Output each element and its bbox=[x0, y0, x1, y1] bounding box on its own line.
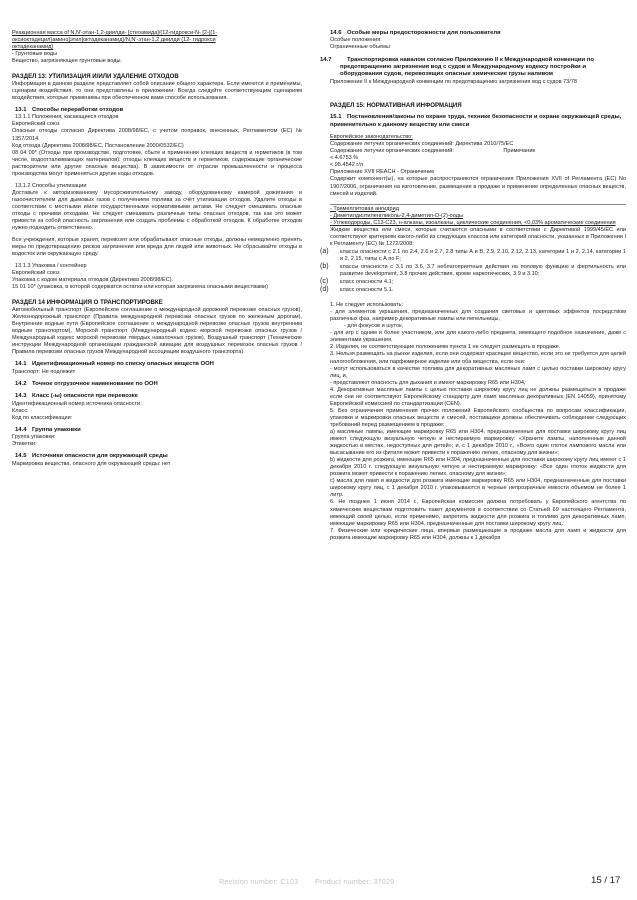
left-column bbox=[12, 30, 302, 468]
list-item: - Тримеллитовая ангидрид bbox=[330, 205, 399, 212]
text-reach-desc: Содержит компонент(ы), на которые распространяются ограничения Приложения XVII of Регламента (ЕС) No 1907/2006, ограничения на изготовление, размещение в продаже и применение определенных опасных веществ, смесей и изделий. bbox=[330, 176, 626, 197]
text-rules-title: 1. Не следует использовать: bbox=[330, 302, 404, 309]
text-14-1: Транспорт: Не подлежит bbox=[12, 368, 76, 375]
rule-line: c) масла для ламп и жидкости для розжига имеющие маркировку R65 или H304, предназначенные для поставки широкому кругу лиц, с 1 декабря 2010 г. упаковываются в черные непрозрачные емкости объемом не более 1 литр. bbox=[330, 478, 626, 499]
page-footer bbox=[0, 874, 637, 890]
subsection-14-5-title: 14.5 Источники опасности для окружающей среды bbox=[15, 453, 168, 460]
rule-line: 5. Без ограничения применения прочих положений Европейского сообщества по вопросам классификации, упаковки и маркировки опасных веществ и смесей, поставщики должны обеспечивать соблюдение следующих требований перед размещением в продаже: bbox=[330, 407, 626, 428]
list-item-c: (c) класс опасности 4.1; bbox=[320, 278, 394, 286]
subsection-14-7-title: 14.7 Транспортировка навалом согласно Приложению II к Международной конвенции по предотвращению загрязнения вод с судов и Международному кодексу постройки и оборудования судов, перевозящих опасные химические грузы наливом bbox=[320, 56, 594, 78]
text-classification-code: Код по классификации: bbox=[12, 414, 73, 421]
text-voc-percent: < 4.6753 % bbox=[330, 155, 359, 162]
text-reach-annex: Приложение XVII REACH - Ограничение bbox=[330, 169, 435, 176]
text-voc-2: Содержание летучих органических соединений: Примечание bbox=[330, 148, 536, 155]
page-number: 15 / 17 bbox=[591, 875, 621, 886]
list-item-d: (d) класс опасности 5.1. bbox=[320, 286, 394, 294]
list-item: - Диметилдиэтиленгликоль-2,4-диметил-О-(2)-ооды bbox=[330, 212, 463, 219]
rule-line: 3. Нельзя размещать на рынке изделия, если они содержат красящее вещество, если это не требуется для целей налогообложения, или парфюмерное изделие или оба вещества, если они: bbox=[330, 351, 626, 365]
text-waste-code: Код отхода (Директива 2008/98/ЕС, Постановление 2000/0532/ЕС) bbox=[12, 142, 184, 149]
text-waste-code-desc: 08 04 09* (Отходы при производстве, подготовке, сбыте и применении клеящих веществ и герметиков (в том числе, водоотталкивающих материалов): отходы клеящих веществ и герметиков, содержащие органические растворители или другие опасные вещества). В зависимости от отрасли промышленности и процесса производства могут применяться другие коды отходов. bbox=[12, 149, 302, 177]
text-limited-quantities: Ограниченные объемы bbox=[330, 44, 390, 51]
text-hazardous-waste: Опасные отходы согласно Директива 2008/98/ЕС, с учетом поправок, внесенных, Регламентом (ЕС) № 1357/2014 bbox=[12, 128, 302, 142]
groundwater-desc: Вещество, загрязняющее грунтовые воды. bbox=[12, 58, 123, 65]
revision-number: Revision number: C103 bbox=[219, 877, 299, 886]
rule-line: - могут использоваться в качестве топлива для декоративных масляных ламп с целью поставки широкому кругу лиц, и, bbox=[330, 365, 626, 379]
subsection-14-2-title: 14.2 Точное отгрузочное наименование по ООН bbox=[15, 380, 158, 387]
section-15-title: РАЗДЕЛ 15: НОРМАТИВНАЯ ИНФОРМАЦИЯ bbox=[330, 101, 462, 109]
text-marpol: Приложение II к Международной конвенции по предотвращению загрязнения вод с судов 73/78 bbox=[330, 78, 577, 85]
substance-name-line: Реакционная масса of N,N'-этан-1,2-диилди- [стеоамида]/(12-гидрокси-N- [2-[(1- bbox=[12, 30, 218, 36]
text-eu-2: Европейский союз bbox=[12, 270, 60, 277]
substance-name-line: оксиоктадецил)амино]этил]октадеканамид)/N,N'-этан-1,2 диилди (12- гидрокси bbox=[12, 37, 216, 44]
rule-line: - для элементов украшения, предназначенных для создания световых и цветовых эффектов посредством различных фаз, например декоративные лампы или пепельницы, bbox=[330, 309, 626, 323]
text-voc-gl: < 95.4542 г/л bbox=[330, 162, 364, 169]
list-item-a: (a) классы опасности с 2.1 по 2.4, 2.6 и 2.7, 2.8 типы А и В, 2.9, 2.10, 2.12, 2.13, категории 1 и 2, 2.14, категории 1 и 2, 2.15, типы с А по F; bbox=[320, 247, 626, 262]
subsection-14-4-title: 14.4 Группа упаковки bbox=[15, 426, 81, 433]
rule-line: b) жидкости для розжига, имеющие R65 или H304, предназначенные для поставки широкому кругу лиц имеют с 1 декабря 2010 г. следующую визуальную четкую и нестираемую маркировку: «Все один глоток жидкости для розжига может привести к поражению легких, опасному для жизни»; bbox=[330, 457, 626, 478]
section-13-intro: Информация в данном разделе представляет собой описание общего характера. Если имеются и применимы, сценарии воздействия, то они представлены в приложении. Всегда следуйте соответствующим сценариям воздействия, которые применимы при обеспеченном вами способе использования. bbox=[12, 80, 302, 101]
text-packaging-code-desc: 15 01 10* (упаковка, в которой содержатся остатки или которая загрязнена опасными веществами) bbox=[12, 284, 268, 291]
text-class: Класс: bbox=[12, 407, 29, 414]
groundwater-line: - Грунтовые воды bbox=[12, 51, 58, 58]
subsection-14-6-title: 14.6 Особые меры предосторожности для пользователя bbox=[330, 30, 501, 36]
rule-line: 2. Изделия, не соответствующие положениям пункта 1 не следует размещать в продаже. bbox=[330, 344, 561, 351]
subsection-14-3-title: 14.3 Класс (-ы) опасности при перевозке bbox=[15, 393, 138, 400]
subsection-13-1-title: 13.1 Способы переработки отходов bbox=[15, 106, 124, 113]
subsection-14-1-title: 14.1 Идентификационный номер по списку опасных веществ ООН bbox=[15, 361, 214, 368]
text-disposal-methods: Доставьте к авторизованному мусорсжигательному заводу, оборудованному камерой дожигания и газоочистителем для дымовых газов с получением топлива за счёт утилизации отходов. Удалите отходы в соответствии с местными и/или государственными нормативными актами. Не следует смешивать опасные отходы с прочими отходами. Не следует смешивать различные типы опасных отходов, так как это может привести за собой опасность загрязнения или создать проблемы с обработкой отходов. К обработке отходов нужно подходить ответственно. bbox=[12, 189, 302, 232]
substance-name-line: октадеканамид) bbox=[12, 44, 54, 51]
text-voc-1: Содержание летучих органических соединений: Директива 2010/75/ЕС bbox=[330, 141, 514, 148]
rule-line: - для фокусов и шуток, bbox=[344, 323, 404, 330]
text-eu: Европейский союз bbox=[12, 121, 60, 128]
rule-line: - для игр с одним и более участником, или для какого-либо предмета, имеющего подобное назначение, даже с элементами украшения. bbox=[330, 330, 626, 344]
text-packing-group: Группа упаковки: bbox=[12, 434, 56, 441]
right-column bbox=[320, 30, 626, 542]
rule-line: 6. Не позднее 1 июня 2014 г., Европейская комиссия должна потребовать у Европейского агентства по химическим веществам подготовить пакет документов в соответствии со Статьей 69 настоящего Регламента, имеющий своей целью, если применимо, запретить жидкости для розжига и топливо для декоративных ламп, имеющие маркировку R65 или H304, предназначенные для поставки широкому кругу лиц. bbox=[330, 499, 626, 527]
list-item-b: (b) классы опасности с 3.1 по 3.6, 3.7 неблагоприятные действия на половую функцию и фертильность или развитие development, 3.8 прочие действия, кроме наркотических, 3.9 и 3.10; bbox=[320, 262, 626, 278]
product-number: Product number: 37029 bbox=[315, 877, 395, 886]
text-eu-legislation: Европейское законодательство: bbox=[330, 134, 413, 141]
rule-line: 7. Физические или юридические лица, впервые размещающие в продаже масла для ламп и жидкости для розжига имеющие маркировку R65 или H304, должны к 1 декабря bbox=[330, 527, 626, 541]
subsection-13-1-1: 13.1.1 Положения, касающиеся отходов bbox=[15, 114, 119, 121]
list-item: - Углеводороды, С13-С23, н-алканы, изоалканы, циклические соединения, <0,03% ароматические соединения bbox=[330, 219, 616, 226]
text-liquid-substances: Жидкие вещества или смеси, которые считаются опасными в соответствии с Директивой 1999/45/ЕС или соответствуют критериям какого-либо из следующих классов или категорий опасности, указанных в Приложении I к Регламенту (ЕС) № 1272/2008: bbox=[330, 226, 626, 247]
rule-line: a) масляные лампы, имеющие маркировку R65 или H304, предназначенные для поставки широкому кругу лиц имеют следующую визуальную четкую и нестираемую маркировку: «Храните лампы, наполненные данной жидкостью в местах, недоступных для детей»; и, с 1 декабря 2010 г., «Всего один глоток лампового масла или высасывание его из фитиля может привести к поражению легких, опасному для жизни»; bbox=[330, 429, 626, 457]
text-hazard-id: Идентификационный номер источника опасности: bbox=[12, 400, 142, 407]
text-env-hazard: Маркировка вещества, опасного для окружающей среды: нет bbox=[12, 460, 171, 467]
subsection-13-1-3: 13.1.3 Упаковка / контейнер bbox=[15, 263, 87, 270]
rule-line: - представляют опасность для дыхания и имеют маркировку R65 или H304, bbox=[330, 379, 526, 386]
section-14-title: РАЗДЕЛ 14 ИНФОРМАЦИЯ О ТРАНСПОРТИРОВКЕ bbox=[12, 299, 163, 307]
section-13-title: РАЗДЕЛ 13: УТИЛИЗАЦИЯ И/ИЛИ УДАЛЕНИЕ ОТХОДОВ bbox=[12, 73, 179, 81]
rule-line: 4. Декоративные масляные лампы с целью поставки широкому кругу лиц не должны размещаться в продаже если они не соответствуют Европейскому стандарту для ламп масляных декоративных (EN 14059), принятому Европейской комиссией по стандартизации (CEN). bbox=[330, 386, 626, 407]
text-packaging-code: Упаковка с кодом материала отходов (Директива 2008/98/ЕС). bbox=[12, 277, 174, 284]
subsection-15-1-title: 15.1 Постановления/законы по охране труда, технике безопасности и охране окружающей среды, применительно к данному веществу или смеси bbox=[330, 114, 622, 128]
text-labels: Этикетки: bbox=[12, 441, 37, 448]
section-14-intro: Автомобильный транспорт (Европейское соглашение о международной дорожной перевозке опасных грузов), Железнодорожный транспорт (Правила международной перевозки опасных грузов по железным дорогам), Внутренние водные пути (Европейское соглашение о международной перевозке опасных грузов внутренним водным транспортом), Морской транспорт (Международный кодекс морской перевозки опасных грузов / Международный кодекс морской перевозки твердых навалочных грузов), Воздушный транспорт (Технические инструкции Международной организации гражданской авиации для воздушных перевозок опасных грузов / Правила перевозки опасных грузов Международной ассоциации воздушного транспорта) bbox=[12, 307, 302, 356]
subsection-13-1-2: 13.1.2 Способы утилизации bbox=[15, 182, 87, 189]
text-disposal-institutions: Все учреждения, которые хранят, перевозят или обрабатывают опасные отходы, должны немедленно принять меры по предотвращению рисков загрязнения или вреда для людей или животных. Не сбрасывайте отходы в водосток или окружающую среду. bbox=[12, 237, 302, 258]
text-special-provisions: Особые положения: bbox=[330, 37, 382, 44]
